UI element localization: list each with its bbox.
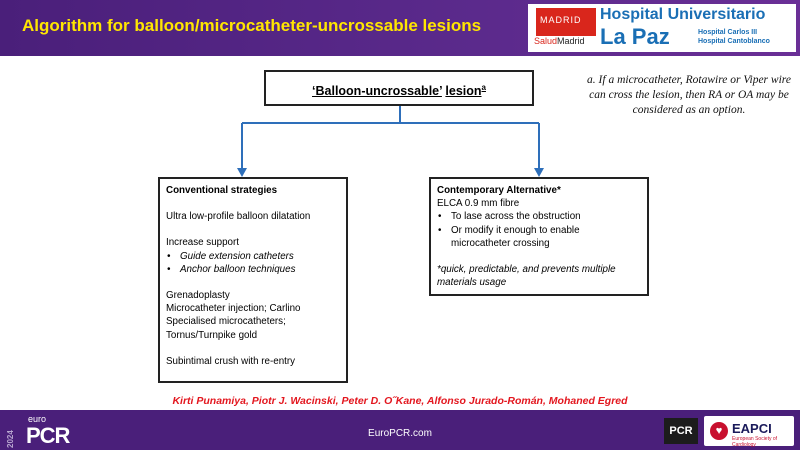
- hospital-subnames: Hospital Carlos III Hospital Cantoblanco: [698, 29, 770, 45]
- footer-bar: [0, 410, 800, 450]
- left-line: Specialised microcatheters;: [166, 316, 286, 328]
- list-item: • Guide extension catheters: [166, 250, 340, 263]
- hospital-name-line2: La Paz: [600, 24, 670, 49]
- arrow-right-head: [534, 168, 544, 177]
- heart-icon: ♥: [710, 422, 728, 440]
- arrow-left-head: [237, 168, 247, 177]
- euro-label: euro: [28, 414, 47, 424]
- conventional-strategies-box: [158, 177, 348, 383]
- left-line: Grenadoplasty: [166, 290, 230, 302]
- year-label: 2024: [6, 430, 15, 448]
- right-line: ELCA 0.9 mm fibre: [437, 198, 520, 210]
- left-line: Microcatheter injection; Carlino: [166, 303, 301, 315]
- list-item: • To lase across the obstruction: [437, 210, 641, 223]
- contemporary-heading: Contemporary Alternative*: [437, 185, 561, 196]
- eapci-logo: ♥ EAPCI European Society of Cardiology: [704, 416, 794, 446]
- list-item: • Anchor balloon techniques: [166, 263, 340, 276]
- website-link[interactable]: EuroPCR.com: [368, 428, 432, 439]
- list-item: • Or modify it enough to enable microcatheter crossing: [437, 224, 641, 250]
- root-node-box: ‘Balloon-uncrossable’ lesion$^a$: [264, 70, 534, 106]
- left-line: Increase support: [166, 237, 239, 249]
- slide-title: Algorithm for balloon/microcatheter-uncrossable lesions: [22, 16, 482, 35]
- right-footnote: *quick, predictable, and prevents multiple materials usage: [437, 264, 616, 289]
- left-line: Subintimal crush with re-entry: [166, 355, 296, 367]
- conventional-heading: Conventional strategies: [166, 185, 278, 196]
- salud-madrid-label: SaludMadrid: [534, 36, 585, 46]
- authors-line: Kirti Punamiya, Piotr J. Wacinski, Peter D. O˝Kane, Alfonso Jurado-Román, Mohaned Egred: [172, 395, 628, 407]
- europcr-logo: PCR: [26, 423, 70, 448]
- left-line: Ultra low-profile balloon dilatation: [166, 211, 311, 223]
- contemporary-alternative-box: [429, 177, 649, 296]
- madrid-stars-icon: MADRID: [536, 8, 596, 36]
- pcr-badge-logo: PCR: [664, 418, 698, 444]
- hospital-name-line1: Hospital Universitario: [600, 6, 766, 23]
- left-line: Tornus/Turnpike gold: [166, 329, 258, 341]
- footnote-a: a. If a microcatheter, Rotawire or Viper wire can cross the lesion, then RA or OA may be considered as an option.: [587, 74, 791, 116]
